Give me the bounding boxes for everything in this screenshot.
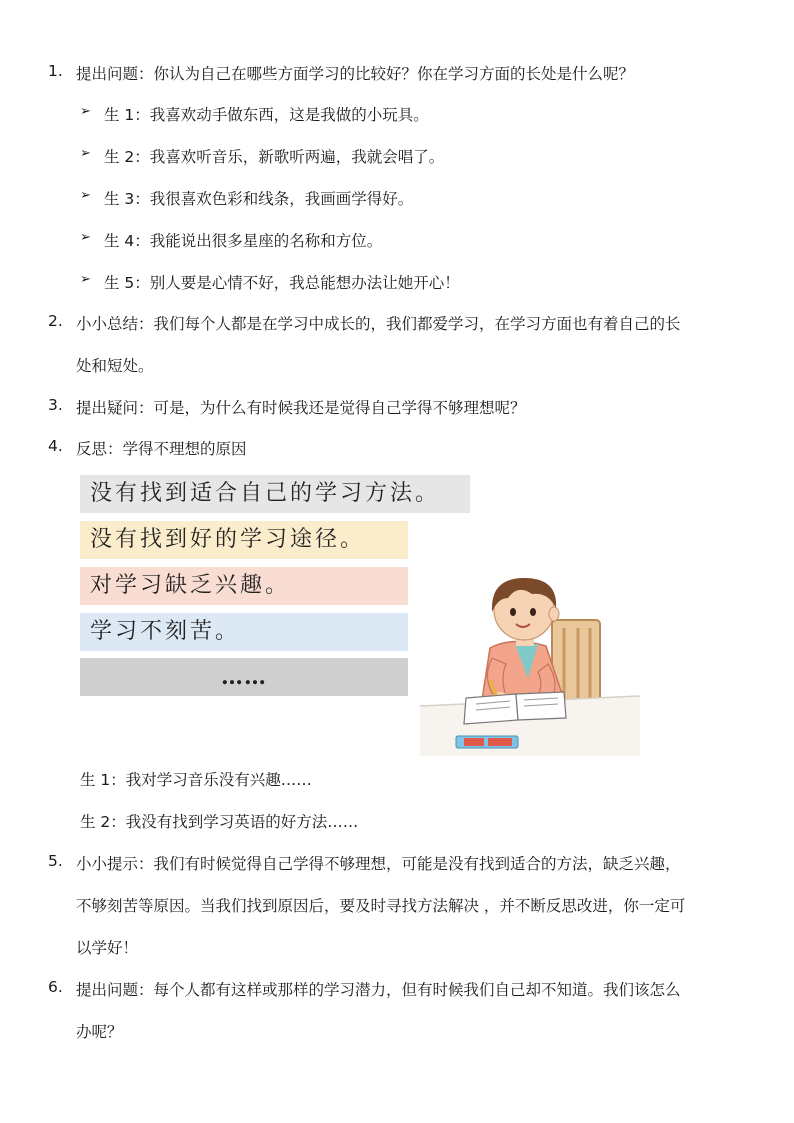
item-text-2: 小小总结：我们每个人都是在学习中成长的，我们都爱学习，在学习方面也有着自己的长 — [76, 315, 681, 333]
student-statement: 生 2：我喜欢听音乐，新歌听两遍，我就会唱了。 — [104, 148, 445, 166]
item-number-3: 3. — [48, 396, 63, 414]
bullet-arrow-icon: ➢ — [80, 230, 91, 245]
reflection-statement: 生 2：我没有找到学习英语的好方法…… — [80, 813, 359, 831]
bullet-arrow-icon: ➢ — [80, 188, 91, 203]
boy-writing-illustration-icon — [420, 568, 640, 756]
item-text-6-cont: 办呢？ — [76, 1023, 123, 1041]
bullet-arrow-icon: ➢ — [80, 146, 91, 161]
reflection-statement: 生 1：我对学习音乐没有兴趣…… — [80, 771, 312, 789]
item-text-4: 反思：学得不理想的原因 — [76, 440, 247, 458]
student-statement: 生 5：别人要是心情不好，我总能想办法让她开心！ — [104, 274, 460, 292]
item-number-5: 5. — [48, 852, 63, 870]
student-statement: 生 1：我喜欢动手做东西，这是我做的小玩具。 — [104, 106, 429, 124]
item-text-5: 小小提示：我们有时候觉得自己学得不够理想，可能是没有找到适合的方法，缺乏兴趣， — [76, 855, 681, 873]
student-statement: 生 4：我能说出很多星座的名称和方位。 — [104, 232, 383, 250]
student-statement: 生 3：我很喜欢色彩和线条，我画画学得好。 — [104, 190, 414, 208]
bullet-arrow-icon: ➢ — [80, 272, 91, 287]
item-text-3: 提出疑问：可是，为什么有时候我还是觉得自己学得不够理想呢？ — [76, 399, 526, 417]
item-text-5-cont: 以学好！ — [76, 939, 139, 957]
reason-bar-ellipsis: …… — [80, 658, 408, 696]
reason-bar: 对学习缺乏兴趣。 — [80, 567, 408, 605]
item-text-1: 提出问题：你认为自己在哪些方面学习的比较好？你在学习方面的长处是什么呢？ — [76, 65, 635, 83]
reason-bar: 没有找到好的学习途径。 — [80, 521, 408, 559]
bullet-arrow-icon: ➢ — [80, 104, 91, 119]
item-number-2: 2. — [48, 312, 63, 330]
item-number-1: 1. — [48, 62, 63, 80]
item-text-5-cont: 不够刻苦等原因。当我们找到原因后，要及时寻找方法解决 ，并不断反思改进，你一定可 — [76, 897, 686, 915]
item-text-2-cont: 处和短处。 — [76, 357, 154, 375]
item-text-6: 提出问题：每个人都有这样或那样的学习潜力，但有时候我们自己却不知道。我们该怎么 — [76, 981, 681, 999]
item-number-4: 4. — [48, 437, 63, 455]
item-number-6: 6. — [48, 978, 63, 996]
reason-bar: 学习不刻苦。 — [80, 613, 408, 651]
reason-bar: 没有找到适合自己的学习方法。 — [80, 475, 470, 513]
